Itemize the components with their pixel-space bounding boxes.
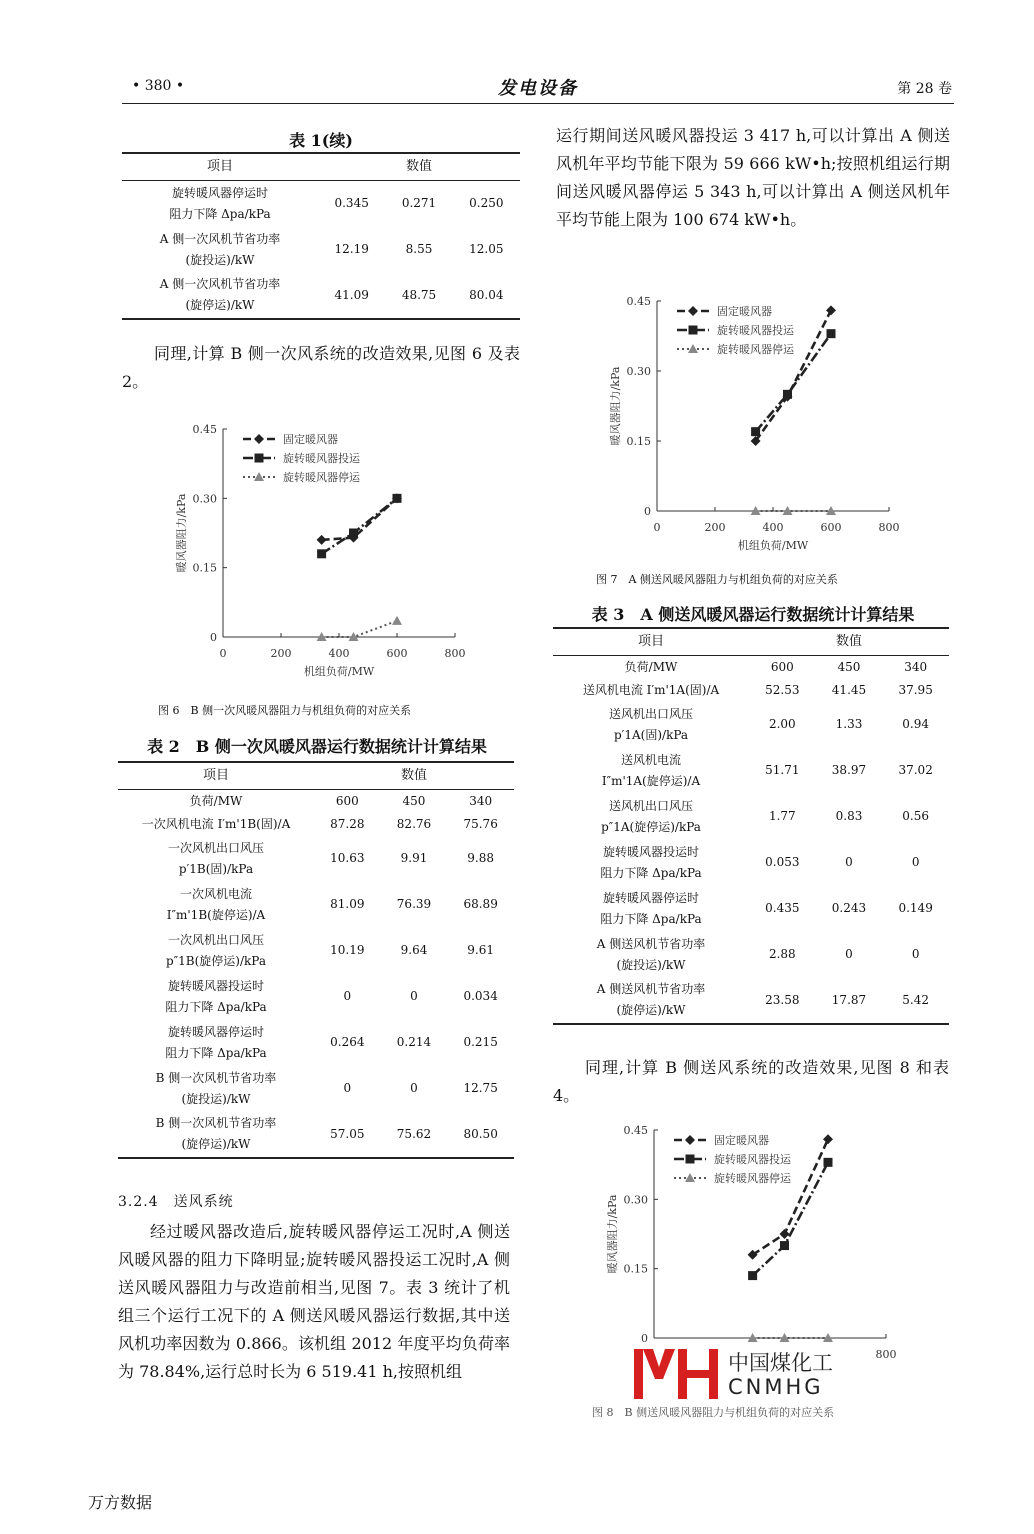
row-label-line: (旋投运)/kW <box>185 252 255 267</box>
cell-value: 37.95 <box>898 682 933 697</box>
table-row <box>122 227 520 273</box>
col-header-value: 数值 <box>318 153 520 181</box>
legend-label: 固定暖风器 <box>717 305 772 318</box>
table-row <box>553 886 949 932</box>
row-label-line: 阻力下降 Δpa/kPa <box>600 865 702 880</box>
table-row <box>553 840 949 886</box>
x-axis-label: 机组负荷/MW <box>737 539 809 552</box>
y-tick-label: 0.15 <box>623 1262 648 1276</box>
cell-value: 75.62 <box>396 1126 432 1141</box>
row-label <box>553 702 749 748</box>
cell-value: 450 <box>837 659 861 674</box>
volume-label: 第 28 卷 <box>897 81 952 97</box>
table-row <box>553 978 949 1024</box>
row-label-line: (旋投运)/kW <box>181 1091 251 1106</box>
cell-value: 80.04 <box>469 287 504 302</box>
x-tick-label: 400 <box>762 521 784 534</box>
cell-value: 0 <box>911 947 920 961</box>
data-point <box>317 535 327 545</box>
cell-value: 12.75 <box>463 1081 498 1095</box>
cell-value: 0 <box>911 855 920 869</box>
cell-value: 450 <box>402 793 426 808</box>
cell-value: 0.271 <box>401 196 437 211</box>
data-point <box>393 494 402 503</box>
cell-value: 81.09 <box>330 897 365 911</box>
legend-marker <box>685 1135 695 1145</box>
series-line <box>322 498 397 540</box>
x-tick-label: 400 <box>328 647 350 660</box>
table-row <box>118 1066 514 1112</box>
table1-title: 表 1(续) <box>289 131 353 150</box>
table3-title: 表 3 A 侧送风暖风器运行数据统计计算结果 <box>591 605 915 624</box>
data-point <box>349 529 358 538</box>
x-tick-label: 600 <box>386 647 408 660</box>
row-label-line: 旋转暖风器停运时 <box>171 185 268 200</box>
y-tick-label: 0.45 <box>626 295 651 308</box>
row-label-line: 送风机出口风压 <box>608 706 693 721</box>
cell-value: 82.76 <box>396 816 432 831</box>
row-label <box>553 886 749 932</box>
x-tick-label: 0 <box>653 521 661 534</box>
row-label <box>122 227 318 273</box>
row-label-line: A 侧一次风机节省功率 <box>159 231 281 246</box>
row-label-line: 一次风机出口风压 <box>167 932 264 947</box>
watermark-mark-icon <box>632 1345 718 1403</box>
cell-value: 57.05 <box>330 1126 365 1141</box>
y-tick-label: 0.30 <box>192 492 217 506</box>
row-label-line: B 侧一次风机节省功率 <box>155 1070 277 1085</box>
row-label-line: (旋停运)/kW <box>616 1003 686 1017</box>
data-point <box>751 427 760 436</box>
table-row <box>553 932 949 978</box>
table2 <box>118 761 514 1159</box>
x-tick-label: 0 <box>219 647 227 660</box>
y-tick-label: 0 <box>644 505 651 518</box>
row-label-line: 一次风机出口风压 <box>167 840 264 855</box>
cell-value: 2.88 <box>768 947 796 961</box>
table-row <box>118 974 514 1020</box>
x-tick-label: 200 <box>704 521 726 534</box>
cell-value: 48.75 <box>401 287 437 302</box>
row-label-line: 阻力下降 Δpa/kPa <box>600 911 702 926</box>
cell-value: 340 <box>904 659 928 674</box>
cell-value: 340 <box>469 793 493 808</box>
table-row <box>553 794 949 840</box>
row-label-line: 阻力下降 Δpa/kPa <box>165 999 267 1014</box>
x-tick-label: 800 <box>875 1348 897 1361</box>
cell-value: 600 <box>770 659 794 674</box>
legend-marker <box>689 326 698 335</box>
cell-value: 0.83 <box>835 809 863 823</box>
table-row <box>118 882 514 928</box>
figure-7-chart <box>605 290 915 562</box>
row-label-line: p″1A(旋停运)/kPa <box>601 819 701 834</box>
legend-marker <box>254 434 264 444</box>
row-label <box>553 794 749 840</box>
data-point <box>827 329 836 338</box>
row-label-line: p′1B(固)/kPa <box>178 861 254 876</box>
col-header-value: 数值 <box>749 628 949 656</box>
table-row <box>118 1112 514 1158</box>
y-axis-label: 暖风器阻力/kPa <box>609 366 622 446</box>
paragraph-3: 运行期间送风暖风器投运 3 417 h,可以计算出 A 侧送风机年平均节能下限为 59 666 kW•h;按照机组运行期间送风暖风器停运 5 343 h,可以计算出 A 侧送风机年平均节能上限为 100 674 kW•h。 <box>556 126 950 229</box>
row-label <box>118 790 314 813</box>
page-number: • 380 • <box>132 78 185 94</box>
footer-source: 万方数据 <box>88 1493 153 1512</box>
cell-value: 17.87 <box>831 992 867 1007</box>
data-point <box>783 390 792 399</box>
cell-value: 0.149 <box>898 901 933 915</box>
cell-value: 68.89 <box>463 897 498 911</box>
cell-value: 12.19 <box>334 242 369 256</box>
figure-6-chart <box>170 418 480 690</box>
row-label-line: A 侧送风机节省功率 <box>596 936 706 951</box>
y-tick-label: 0.30 <box>626 365 651 378</box>
table1 <box>122 152 520 320</box>
x-tick-label: 600 <box>820 521 842 534</box>
table-row <box>118 836 514 882</box>
cell-value: 8.55 <box>405 242 433 256</box>
cell-value: 10.63 <box>330 851 365 865</box>
cell-value: 37.02 <box>898 763 933 777</box>
cell-value: 0.250 <box>469 196 504 211</box>
table-row <box>118 813 514 836</box>
cell-value: 9.88 <box>467 851 495 865</box>
y-tick-label: 0.45 <box>623 1124 648 1137</box>
table-row <box>118 1020 514 1066</box>
row-label-line: 送风机电流 <box>620 752 681 767</box>
section-heading: 3.2.4 送风系统 <box>118 1194 234 1210</box>
cell-value: 23.58 <box>765 992 800 1007</box>
data-point <box>823 1134 833 1144</box>
data-point <box>748 1271 757 1280</box>
cell-value: 0 <box>410 989 418 1003</box>
cell-value: 0 <box>410 1081 418 1095</box>
table-row <box>553 679 949 702</box>
row-label-line: 旋转暖风器停运时 <box>167 1024 264 1039</box>
row-label-line: 送风机出口风压 <box>608 798 693 813</box>
y-axis-label: 暖风器阻力/kPa <box>175 493 188 573</box>
data-point <box>780 1241 789 1250</box>
cell-value: 80.50 <box>463 1126 498 1141</box>
header-rule <box>122 103 954 104</box>
cell-value: 600 <box>335 793 359 808</box>
legend-label: 旋转暖风器投运 <box>283 452 360 465</box>
legend-marker <box>685 1173 695 1182</box>
journal-title: 发电设备 <box>498 78 578 99</box>
cell-value: 38.97 <box>831 763 867 777</box>
cell-value: 76.39 <box>396 897 432 911</box>
y-tick-label: 0.45 <box>192 423 217 436</box>
col-header-value: 数值 <box>314 762 514 790</box>
table2-title: 表 2 B 侧一次风暖风器运行数据统计计算结果 <box>147 737 487 756</box>
cell-value: 9.64 <box>400 943 428 957</box>
row-label-line: I″m'1B(旋停运)/A <box>166 907 266 922</box>
x-tick-label: 200 <box>270 647 292 660</box>
data-point <box>824 1158 833 1167</box>
cell-value: 75.76 <box>463 816 498 831</box>
row-label <box>553 748 749 794</box>
row-label-line: A 侧送风机节省功率 <box>596 982 706 996</box>
table-row <box>118 928 514 974</box>
row-label <box>553 656 749 679</box>
row-label-line: (旋投运)/kW <box>616 957 686 972</box>
row-label-line: 旋转暖风器投运时 <box>167 978 264 993</box>
table-row <box>122 181 520 227</box>
cell-value: 87.28 <box>330 816 365 831</box>
cell-value: 52.53 <box>765 682 800 697</box>
cell-value: 0.94 <box>902 717 930 731</box>
row-label <box>553 679 749 702</box>
paragraph-2: 经过暖风器改造后,旋转暖风器停运工况时,A 侧送风暖风器的阻力下降明显;旋转暖风器投运工况时,A 侧送风暖风器阻力与改造前相当,见图 7。表 3 统计了机组三个运行工况下的 A 侧送风暖风器运行数据,其中送风机功率因数为 0.866。该机组 2012 年度平均负荷率为 78.84%,运行总时长为 6 519.41 h,按照机组 <box>118 1222 510 1381</box>
row-label-line: B 侧一次风机节省功率 <box>155 1116 277 1130</box>
row-label-line: A 侧一次风机节省功率 <box>159 277 281 291</box>
cell-value: 0.243 <box>831 901 867 915</box>
cell-value: 1.77 <box>768 809 796 823</box>
row-label <box>118 813 314 836</box>
legend-label: 旋转暖风器投运 <box>717 324 794 337</box>
cell-value: 0.034 <box>463 989 498 1003</box>
cell-value: 2.00 <box>768 717 796 731</box>
row-label <box>553 978 749 1024</box>
row-label <box>118 1112 314 1158</box>
row-label <box>118 1020 314 1066</box>
series-line <box>322 621 397 637</box>
y-tick-label: 0 <box>641 1332 648 1345</box>
row-label-line: I″m'1A(旋停运)/A <box>601 773 701 788</box>
x-axis-label: 机组负荷/MW <box>303 665 375 678</box>
table-row <box>553 748 949 794</box>
row-label-line: 送风机电流 I′m'1A(固)/A <box>582 682 720 697</box>
cell-value: 41.45 <box>831 682 867 697</box>
cell-value: 0.345 <box>334 196 369 211</box>
cell-value: 0 <box>343 1081 352 1095</box>
figure-8-chart <box>602 1120 912 1370</box>
legend-label: 固定暖风器 <box>283 433 338 446</box>
table3 <box>553 627 949 1025</box>
paragraph-1: 同理,计算 B 侧一次风系统的改造效果,见图 6 及表 2。 <box>122 344 520 391</box>
legend-label: 旋转暖风器投运 <box>714 1153 791 1166</box>
legend-label: 旋转暖风器停运 <box>717 343 794 356</box>
figure-7-caption: 图 7 A 侧送风暖风器阻力与机组负荷的对应关系 <box>596 573 838 586</box>
data-point <box>317 549 326 558</box>
data-point <box>392 616 402 625</box>
figure-8-caption: 图 8 B 侧送风暖风器阻力与机组负荷的对应关系 <box>592 1406 835 1419</box>
row-label-line: 旋转暖风器投运时 <box>602 844 699 859</box>
row-label <box>118 836 314 882</box>
data-point <box>780 1229 790 1239</box>
cell-value: 0.214 <box>396 1035 432 1049</box>
cell-value: 12.05 <box>469 242 504 256</box>
x-tick-label: 800 <box>444 647 466 660</box>
col-header-item: 项目 <box>122 153 318 181</box>
legend-label: 旋转暖风器停运 <box>283 471 360 484</box>
watermark-en: CNMHG <box>728 1375 824 1399</box>
legend-marker <box>254 472 264 481</box>
cell-value: 0.264 <box>330 1035 365 1049</box>
row-label-line: 旋转暖风器停运时 <box>602 890 699 905</box>
row-label-line: 一次风机电流 <box>179 886 252 901</box>
data-point <box>826 305 836 315</box>
table-row <box>118 790 514 813</box>
watermark-logo <box>632 1345 842 1403</box>
table-header-row <box>118 762 514 790</box>
cell-value: 0 <box>845 947 853 961</box>
table-header-row <box>553 628 949 656</box>
row-label-line: 负荷/MW <box>624 659 678 674</box>
legend-marker <box>255 454 264 463</box>
col-header-item: 项目 <box>118 762 314 790</box>
y-tick-label: 0.30 <box>623 1193 648 1207</box>
row-label-line: 负荷/MW <box>189 793 243 808</box>
figure-6-caption: 图 6 B 侧一次风暖风器阻力与机组负荷的对应关系 <box>158 704 412 717</box>
cell-value: 9.61 <box>467 943 495 957</box>
legend-marker <box>688 344 698 353</box>
table-row <box>122 273 520 319</box>
y-tick-label: 0 <box>210 631 217 644</box>
row-label <box>122 181 318 227</box>
paragraph-4: 同理,计算 B 侧送风系统的改造效果,见图 8 和表 4。 <box>553 1058 949 1105</box>
table-header-row <box>122 153 520 181</box>
cell-value: 0.435 <box>765 901 800 915</box>
cell-value: 0.56 <box>902 809 930 823</box>
x-tick-label: 800 <box>878 521 900 534</box>
row-label <box>553 840 749 886</box>
y-tick-label: 0.15 <box>626 435 651 448</box>
cell-value: 0.053 <box>765 855 800 869</box>
row-label <box>118 928 314 974</box>
legend-label: 固定暖风器 <box>714 1134 769 1147</box>
y-axis-label: 暖风器阻力/kPa <box>606 1194 619 1274</box>
row-label <box>118 974 314 1020</box>
series-line <box>322 498 397 553</box>
cell-value: 0 <box>845 855 853 869</box>
row-label-line: 阻力下降 Δpa/kPa <box>169 206 271 221</box>
row-label-line: p′1A(固)/kPa <box>613 727 689 742</box>
y-tick-label: 0.15 <box>192 561 217 575</box>
cell-value: 10.19 <box>330 943 365 957</box>
row-label-line: 阻力下降 Δpa/kPa <box>165 1045 267 1060</box>
watermark-cn: 中国煤化工 <box>728 1351 833 1375</box>
cell-value: 41.09 <box>334 287 369 302</box>
table-row <box>553 656 949 679</box>
cell-value: 5.42 <box>902 992 930 1007</box>
legend-label: 旋转暖风器停运 <box>714 1172 791 1185</box>
cell-value: 9.91 <box>400 851 428 865</box>
cell-value: 51.71 <box>765 763 800 777</box>
row-label-line: 一次风机电流 I′m'1B(固)/A <box>141 816 291 831</box>
row-label <box>553 932 749 978</box>
row-label <box>118 1066 314 1112</box>
row-label <box>122 273 318 319</box>
legend-marker <box>686 1155 695 1164</box>
cell-value: 0.215 <box>463 1035 498 1049</box>
legend-marker <box>688 306 698 316</box>
cell-value: 0 <box>343 989 352 1003</box>
col-header-item: 项目 <box>553 628 749 656</box>
row-label-line: p″1B(旋停运)/kPa <box>166 953 266 968</box>
cell-value: 1.33 <box>835 717 863 731</box>
row-label-line: (旋停运)/kW <box>185 298 255 312</box>
table-row <box>553 702 949 748</box>
row-label <box>118 882 314 928</box>
row-label-line: (旋停运)/kW <box>181 1137 251 1151</box>
